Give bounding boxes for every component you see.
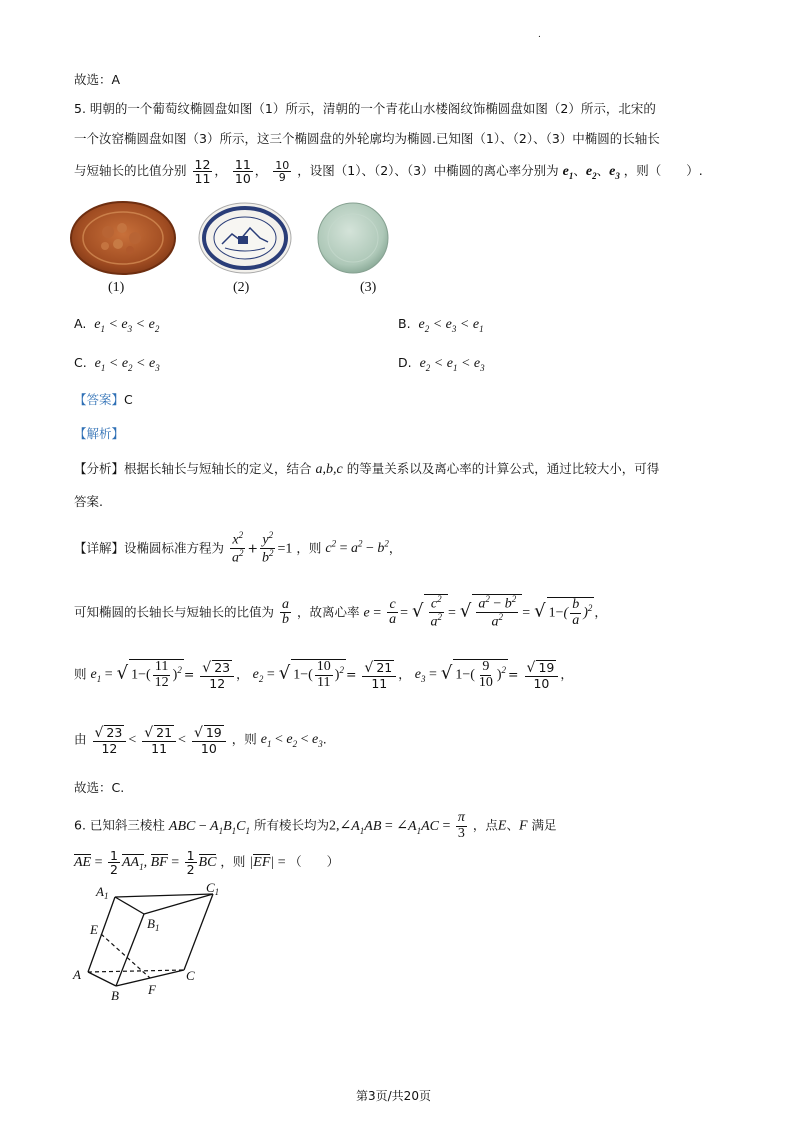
option-b[interactable]: B. $e_2 < e_3 < e_1$ [398, 316, 484, 334]
q5-line2: 一个汝窑椭圆盘如图（3）所示，这三个椭圆盘的外轮廓均为椭圆.已知图（1）、（2）、（3）中椭圆的长轴长 [74, 131, 660, 146]
label-c1: $C_1$ [206, 882, 220, 897]
fenxi-line2: 答案. [74, 494, 103, 509]
plate-1-image [71, 202, 175, 274]
edge-a1c1 [115, 894, 213, 897]
q6-line2: AE = $\frac{1}{2}$ $AA_1$, BF = $\frac{1}{2}$ BC ，则 |EF| = （ ） [74, 848, 340, 878]
answer-line [74, 390, 133, 408]
q5-number: 5. [74, 101, 86, 116]
option-c[interactable]: C. $e_1 < e_2 < e_3$ [74, 355, 160, 373]
label-b1: $B_1$ [147, 916, 160, 933]
label-b: B [111, 988, 119, 1003]
answer-value: C [124, 392, 133, 407]
label-a1: $A_1$ [96, 884, 109, 901]
step2-line: 可知椭圆的长轴长与短轴长的比值为 $\frac{a}{b}$ ，故离心率 e = $\frac{c}{a}$ = √ $\frac{c^2}{a^2}$ = √ $\frac{a^2 - b^2}{a^2}$ = √ 1−( $\frac{b}{a}$ )$^2$ ， [74, 594, 607, 630]
edge-b1c1 [144, 894, 213, 914]
ratio-11-10: $\frac{11}{10}$ [234, 157, 251, 187]
option-d[interactable]: D. $e_2 < e_1 < e_3$ [398, 355, 485, 373]
q6-line1: 6. 已知斜三棱柱 ABC − $A_1B_1C_1$ 所有棱长均为$2,\angle A_1AB$ = $\angle A_1AC$ = $\frac{\pi}{3}$ ，点E、F 满足 [74, 810, 557, 841]
q6-number: 6. [74, 817, 86, 833]
edge-bb1 [116, 914, 144, 986]
page-footer: 第3页/共20页 [356, 1089, 431, 1103]
step3-line: 则 $e_1$ = √ 1−( $\frac{11}{12}$ )$^2$ = $\frac{√ 23}{12}$ ， $e_2$ = √ 1−( $\frac{10}{11}$ )$^2$ = $\frac{√ 21}{11}$ ， $e_3$ = √ 1−( $\frac{9}{10}$ )$^2$ = $\frac{√ 19}{10}$ ， [74, 659, 573, 691]
page-mark: . [538, 30, 541, 40]
edge-ac-hidden [88, 970, 184, 972]
q5-line1: 5. 明朝的一个葡萄纹椭圆盘如图（1）所示，清朝的一个青花山水楼阁纹饰椭圆盘如图（2）所示，北宋的 [74, 101, 656, 116]
plate-figures [60, 198, 390, 278]
step4-line: 由 $\frac{√ 23}{12}$ < $\frac{√ 21}{11}$ < $\frac{√ 19}{10}$ ，则 $e_1 < e_2 < e_3$. [74, 725, 327, 756]
fenxi-line1: 【分析】根据长轴长与短轴长的定义，结合 a,b,c 的等量关系以及离心率的计算公式，通过比较大小，可得 [74, 461, 660, 477]
option-a[interactable]: A. $e_1 < e_3 < e_2$ [74, 316, 160, 334]
label-e: E [90, 922, 98, 937]
label-c: C [186, 968, 195, 983]
label-a: A [73, 967, 81, 982]
fig-label-2: (2) [233, 280, 250, 295]
fig-label-3: (3) [360, 280, 377, 295]
plate-3-image [318, 203, 388, 273]
prev-answer: 故选：A [74, 72, 121, 87]
plate-2-image [199, 203, 291, 273]
prism-figure [70, 882, 230, 1007]
xiangjie-line: 【详解】设椭圆标准方程为 $\frac{x^2}{a^2}$ + $\frac{y^2}{b^2}$ =1 ，则 $c^2 = a^2 - b^2$， [74, 530, 402, 566]
ratio-10-9: $\frac{10}{9}$ [275, 158, 290, 185]
q5-final: 故选：C. [74, 780, 125, 795]
edge-ab [88, 972, 116, 986]
ratio-12-11: $\frac{12}{11}$ [194, 157, 211, 187]
answer-tag: 【答案】 [74, 392, 125, 407]
edge-cc1 [184, 894, 213, 970]
q5-line3: 与短轴长的比值分别 $\frac{12}{11}$ ， $\frac{11}{10}$ ， $\frac{10}{9}$ ，设图（1）、（2）、（3）中椭圆的离心率分别为 $e_1$、$e_2$、$e_3$ ，则（ ）. [74, 157, 703, 187]
edge-a1b1 [115, 897, 144, 914]
label-f: F [148, 982, 156, 997]
fig-label-1: (1) [108, 280, 125, 295]
analysis-tag: 【解析】 [74, 426, 125, 441]
